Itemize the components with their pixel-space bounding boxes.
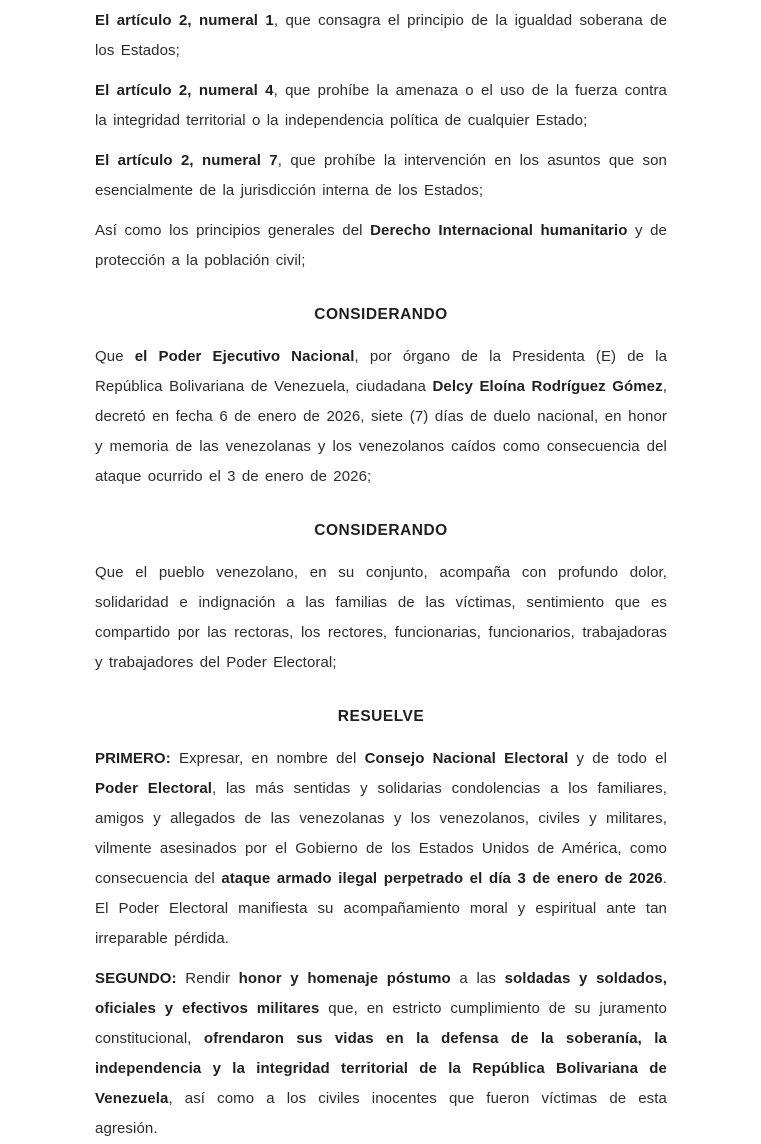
paragraph bbox=[95, 342, 667, 492]
bold-text-run: ataque armado ilegal perpetrado el día 3 de enero de 2026 bbox=[221, 870, 663, 887]
section-heading: CONSIDERANDO bbox=[314, 306, 448, 323]
section-heading: CONSIDERANDO bbox=[314, 522, 448, 539]
text-run: , que prohíbe la intervención en los asuntos que son esencialmente de la jurisdicción interna de los Estados; bbox=[95, 152, 667, 199]
text-run: . El Poder Electoral manifiesta su acompañamiento moral y espiritual ante tan irreparable pérdida. bbox=[95, 870, 668, 947]
text-run: a las bbox=[450, 970, 505, 987]
bold-text-run: El artículo 2, numeral 7 bbox=[95, 152, 278, 169]
bold-text-run: El artículo 2, numeral 4 bbox=[95, 82, 274, 99]
paragraph bbox=[95, 146, 667, 206]
text-run: , las más sentidas y solidarias condolencias a los familiares, amigos y allegados de las venezolanas y los venezolanos, civiles y militares, vilmente asesinados por el Gobierno de los Estados Unidos de América, como consecuencia del bbox=[95, 780, 667, 887]
paragraph bbox=[95, 964, 667, 1144]
paragraph bbox=[95, 216, 667, 276]
text-run: Rendir bbox=[176, 970, 239, 987]
bold-text-run: el Poder Ejecutivo Nacional bbox=[134, 348, 355, 365]
text-run: que, en estricto cumplimiento de su juramento constitucional, bbox=[95, 1000, 667, 1047]
bold-text-run: SEGUNDO: bbox=[95, 970, 177, 987]
text-run: , decretó en fecha 6 de enero de 2026, siete (7) días de duelo nacional, en honor y memoria de las venezolanas y los venezolanos caídos como consecuencia del ataque ocurrido el 3 de enero de 2026; bbox=[95, 378, 668, 485]
bold-text-run: PRIMERO: bbox=[95, 750, 171, 767]
paragraph bbox=[95, 558, 667, 678]
bold-text-run: ofrendaron sus vidas en la defensa de la soberanía, la independencia y la integridad territorial de la República Bolivariana de Venezuela bbox=[95, 1030, 667, 1107]
bold-text-run: Consejo Nacional Electoral bbox=[364, 750, 569, 767]
text-run: , por órgano de la Presidenta (E) de la República Bolivariana de Venezuela, ciudadana bbox=[95, 348, 668, 395]
bold-text-run: Delcy Eloína Rodríguez Gómez bbox=[432, 378, 663, 395]
text-run: y de todo el bbox=[568, 750, 667, 767]
text-run: , que consagra el principio de la igualdad soberana de los Estados; bbox=[95, 12, 668, 59]
text-run: Que bbox=[95, 348, 135, 365]
text-run: Que el pueblo venezolano, en su conjunto, acompaña con profundo dolor, solidaridad e indignación a las familias de las víctimas, sentimiento que es compartido por las rectoras, los rectores, funcionarias, funcionarios, trabajadoras y trabajadores del Poder Electoral; bbox=[95, 564, 667, 671]
text-run: , así como a los civiles inocentes que fueron víctimas de esta agresión. bbox=[95, 1090, 667, 1137]
paragraph bbox=[95, 76, 667, 136]
text-run: Expresar, en nombre del bbox=[170, 750, 365, 767]
text-run: y de protección a la población civil; bbox=[95, 222, 667, 269]
bold-text-run: Derecho Internacional humanitario bbox=[370, 222, 628, 239]
document-body bbox=[95, 6, 667, 1144]
paragraph bbox=[95, 744, 667, 954]
text-run: , que prohíbe la amenaza o el uso de la fuerza contra la integridad territorial o la independencia política de cualquier Estado; bbox=[95, 82, 667, 129]
section-heading: RESUELVE bbox=[337, 708, 425, 725]
bold-text-run: honor y homenaje póstumo bbox=[238, 970, 451, 987]
bold-text-run: soldadas y soldados, oficiales y efectivos militares bbox=[95, 970, 668, 1017]
paragraph bbox=[95, 6, 667, 66]
text-run: Así como los principios generales del bbox=[95, 222, 371, 239]
bold-text-run: Poder Electoral bbox=[95, 780, 213, 797]
bold-text-run: El artículo 2, numeral 1 bbox=[95, 12, 274, 29]
